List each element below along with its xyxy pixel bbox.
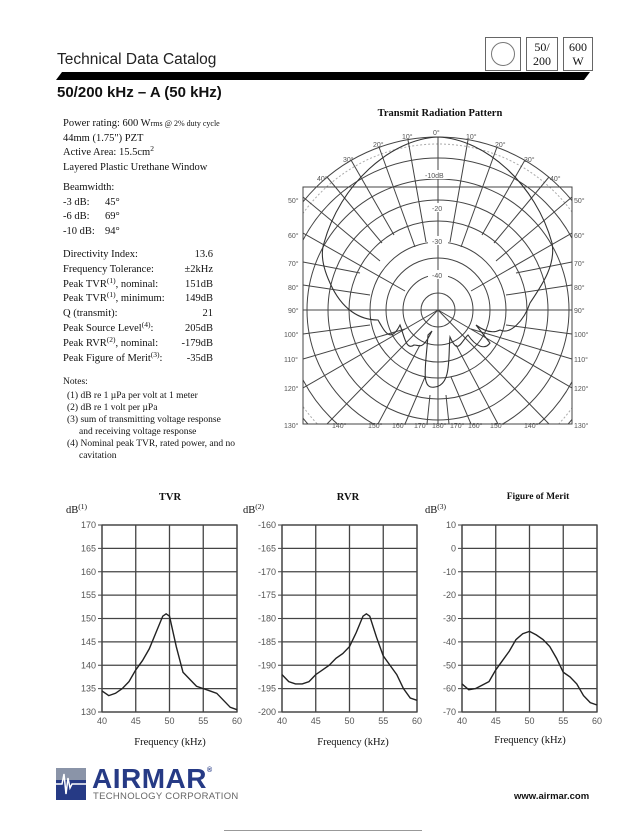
svg-text:170: 170 — [80, 520, 96, 530]
svg-text:-160: -160 — [257, 520, 276, 530]
rvr-chart — [240, 515, 425, 730]
fom-chart-title: Figure of Merit — [506, 492, 570, 502]
beamwidth-row-label: -10 dB: — [63, 225, 95, 237]
power-badge-top: 600 — [569, 40, 587, 54]
svg-text:150°: 150° — [490, 423, 505, 430]
svg-text:80°: 80° — [288, 285, 299, 292]
notes-title: Notes: — [63, 377, 88, 387]
beamwidth-row-value: 69° — [105, 211, 120, 222]
svg-text:100°: 100° — [284, 332, 299, 339]
website-link[interactable]: www.airmar.com — [514, 791, 590, 802]
svg-text:10: 10 — [445, 520, 456, 530]
param-row — [63, 248, 213, 263]
param-row — [63, 334, 213, 352]
note-item: cavitation — [79, 451, 117, 461]
beamwidth-row-label: -3 dB: — [63, 196, 90, 208]
svg-text:155: 155 — [80, 590, 96, 601]
param-value: 149dB — [184, 293, 213, 305]
beamwidth-label: Beamwidth: — [63, 182, 115, 193]
svg-text:130: 130 — [80, 707, 96, 717]
svg-text:120°: 120° — [574, 386, 589, 393]
param-row — [63, 275, 213, 293]
svg-text:110°: 110° — [574, 357, 588, 364]
svg-text:-30: -30 — [442, 613, 456, 624]
beamwidth-row-value: 94° — [105, 225, 120, 237]
svg-text:60°: 60° — [574, 233, 585, 240]
svg-text:100°: 100° — [574, 332, 589, 339]
rvr-chart-title: RVR — [336, 492, 360, 503]
svg-text:170°: 170° — [414, 423, 429, 430]
note-item: (1) dB re 1 µPa per volt at 1 meter — [67, 391, 198, 401]
svg-text:40: 40 — [96, 716, 108, 726]
svg-text:40°: 40° — [317, 176, 328, 183]
param-row — [63, 307, 213, 322]
svg-text:160: 160 — [80, 566, 96, 577]
frequency-badge-top: 50/ — [534, 40, 550, 54]
frequency-badge — [526, 37, 558, 71]
param-label: Directivity Index: — [63, 249, 138, 260]
beamwidth-row — [63, 196, 120, 211]
power-rating-value: Power rating: 600 W — [63, 118, 151, 129]
svg-text:135: 135 — [80, 683, 96, 694]
polar-chart-title: Transmit Radiation Pattern — [377, 108, 503, 119]
svg-text:0: 0 — [450, 543, 456, 554]
svg-text:10°: 10° — [402, 134, 413, 141]
svg-text:-50: -50 — [442, 660, 456, 671]
power-badge — [563, 37, 593, 71]
svg-text:20°: 20° — [373, 142, 384, 149]
svg-text:55: 55 — [558, 716, 569, 726]
svg-text:-60: -60 — [442, 683, 456, 694]
svg-text:-10dB: -10dB — [425, 173, 444, 180]
element-size: 44mm (1.75") PZT — [63, 132, 144, 144]
param-value: -35dB — [186, 352, 213, 364]
spec-summary — [63, 117, 220, 175]
active-area-sup: 2 — [150, 144, 154, 153]
svg-text:130°: 130° — [574, 423, 589, 430]
tvr-unit-label: $dB^{(1)}$ — [66, 502, 88, 516]
fom-chart — [420, 515, 605, 730]
tvr-chart-title: TVR — [158, 492, 182, 503]
svg-text:170°: 170° — [450, 423, 465, 430]
airmar-logo: AIRMAR® — [92, 763, 213, 794]
svg-text:50°: 50° — [574, 198, 585, 205]
svg-text:45: 45 — [130, 716, 141, 726]
svg-text:-195: -195 — [257, 683, 276, 694]
svg-text:120°: 120° — [284, 386, 299, 393]
svg-text:55: 55 — [378, 716, 389, 726]
footer-divider — [224, 830, 422, 831]
svg-text:50°: 50° — [288, 198, 299, 205]
param-label: Peak TVR$^{(1)}$, nominal: — [63, 275, 159, 290]
svg-text:60°: 60° — [288, 233, 299, 240]
tvr-x-label: Frequency (kHz) — [134, 737, 206, 748]
round-housing-icon — [491, 42, 515, 66]
param-label: Peak TVR$^{(1)}$, minimum: — [63, 290, 165, 305]
airmar-logo-mark-icon — [56, 768, 86, 800]
beamwidth-row — [63, 210, 120, 225]
param-value: -179dB — [181, 337, 213, 349]
svg-text:45: 45 — [310, 716, 321, 726]
param-label: Peak Source Level$^{(4)}$: — [63, 319, 154, 334]
note-item: (4) Nominal peak TVR, rated power, and no — [67, 439, 236, 449]
svg-text:90°: 90° — [574, 308, 585, 315]
svg-text:130°: 130° — [284, 423, 299, 430]
svg-text:-190: -190 — [257, 660, 276, 671]
param-value: 13.6 — [194, 249, 213, 260]
svg-text:-30: -30 — [432, 239, 443, 246]
svg-text:150: 150 — [80, 613, 96, 624]
header-divider-bar — [56, 72, 590, 80]
active-area-value: Active Area: 15.5cm — [63, 147, 151, 158]
svg-text:50: 50 — [344, 716, 355, 726]
svg-text:140: 140 — [80, 660, 96, 671]
parameter-table — [63, 248, 213, 366]
power-badge-bottom: W — [572, 54, 584, 68]
param-value: 205dB — [184, 322, 213, 334]
svg-text:70°: 70° — [288, 261, 299, 268]
svg-text:-170: -170 — [257, 566, 276, 577]
power-rating — [63, 117, 220, 132]
svg-text:-185: -185 — [257, 636, 276, 647]
svg-text:30°: 30° — [343, 157, 354, 164]
window-material: Layered Plastic Urethane Window — [63, 161, 208, 173]
svg-text:80°: 80° — [574, 285, 585, 292]
param-label: Peak RVR$^{(2)}$, nominal: — [63, 334, 159, 349]
svg-text:60: 60 — [591, 716, 603, 726]
note-item: and receiving voltage response — [79, 427, 197, 437]
svg-text:45: 45 — [490, 716, 501, 726]
transmit-radiation-pattern-chart — [280, 125, 610, 435]
airmar-logo-subtitle: TECHNOLOGY CORPORATION — [93, 791, 239, 802]
catalog-title: Technical Data Catalog — [57, 51, 217, 68]
svg-text:160°: 160° — [392, 423, 407, 430]
beamwidth-row — [63, 225, 120, 240]
param-row — [63, 263, 213, 278]
beamwidth-section — [63, 181, 120, 239]
param-row — [63, 319, 213, 337]
svg-text:145: 145 — [80, 636, 96, 647]
svg-text:140°: 140° — [524, 423, 539, 430]
svg-text:-20: -20 — [432, 206, 443, 213]
svg-text:40: 40 — [276, 716, 288, 726]
param-label: Frequency Tolerance: — [63, 263, 154, 275]
svg-text:20°: 20° — [495, 142, 506, 149]
svg-text:0°: 0° — [433, 130, 440, 137]
tvr-chart — [60, 515, 245, 730]
beamwidth-row-label: -6 dB: — [63, 211, 90, 222]
param-value: ±2kHz — [184, 263, 213, 275]
beamwidth-row-value: 45° — [105, 196, 120, 208]
svg-text:70°: 70° — [574, 261, 585, 268]
power-rating-suffix: rms @ 2% duty cycle — [150, 119, 220, 128]
svg-text:-70: -70 — [442, 707, 456, 717]
svg-text:-40: -40 — [432, 273, 443, 280]
frequency-badge-bottom: 200 — [533, 54, 551, 68]
param-label: Peak Figure of Merit$^{(3)}$: — [63, 349, 163, 364]
svg-text:140°: 140° — [332, 423, 347, 430]
svg-text:60: 60 — [411, 716, 423, 726]
param-row — [63, 349, 213, 367]
svg-text:-165: -165 — [257, 543, 276, 554]
param-label: Q (transmit): — [63, 308, 118, 320]
svg-text:55: 55 — [198, 716, 209, 726]
note-item: (2) dB re 1 volt per µPa — [67, 403, 158, 413]
svg-text:40: 40 — [456, 716, 468, 726]
svg-text:110°: 110° — [284, 357, 298, 364]
transducer-shape-badge — [485, 37, 521, 71]
active-area — [63, 146, 220, 161]
svg-text:-175: -175 — [257, 590, 276, 601]
svg-text:-40: -40 — [442, 636, 456, 647]
svg-text:10°: 10° — [466, 134, 477, 141]
svg-text:-180: -180 — [257, 613, 276, 624]
svg-text:-200: -200 — [257, 707, 276, 717]
svg-text:60: 60 — [231, 716, 243, 726]
param-row — [63, 292, 213, 307]
svg-text:30°: 30° — [524, 157, 535, 164]
svg-text:150°: 150° — [368, 423, 383, 430]
svg-text:50: 50 — [524, 716, 535, 726]
param-value: 21 — [202, 308, 213, 320]
svg-text:180°: 180° — [432, 423, 447, 430]
svg-text:40°: 40° — [550, 176, 561, 183]
svg-text:50: 50 — [164, 716, 175, 726]
svg-text:-20: -20 — [442, 590, 456, 601]
svg-text:160°: 160° — [468, 423, 483, 430]
svg-text:-10: -10 — [442, 566, 456, 577]
svg-text:90°: 90° — [288, 308, 299, 315]
svg-text:165: 165 — [80, 543, 96, 554]
notes-section — [63, 376, 235, 462]
product-title: 50/200 kHz – A (50 kHz) — [57, 84, 222, 101]
fom-x-label: Frequency (kHz) — [494, 735, 566, 746]
fom-unit-label: $dB^{(3)}$ — [425, 502, 447, 516]
rvr-x-label: Frequency (kHz) — [317, 737, 389, 748]
param-value: 151dB — [184, 278, 213, 290]
rvr-unit-label: $dB^{(2)}$ — [243, 502, 265, 516]
note-item: (3) sum of transmitting voltage response — [67, 415, 221, 425]
